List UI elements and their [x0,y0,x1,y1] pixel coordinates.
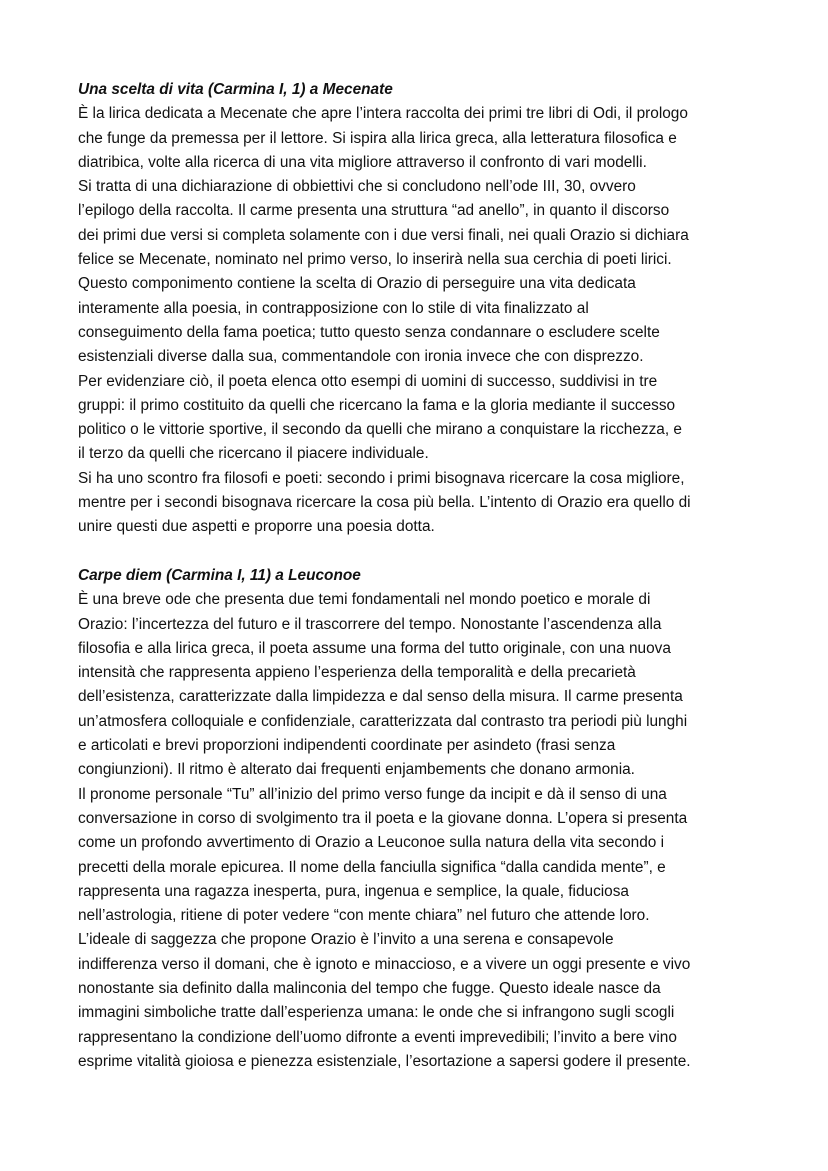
text-line: È la lirica dedicata a Mecenate che apre l’intera raccolta dei primi tre libri di Odi, il prologo [78,105,688,123]
text-line: Il pronome personale “Tu” all’inizio del primo verso funge da incipit e dà il senso di una [78,785,667,803]
section-body [78,588,758,1074]
section-title: Una scelta di vita (Carmina I, 1) a Mecenate [78,81,393,98]
text-line: nell’astrologia, ritiene di poter vedere “con mente chiara” nel futuro che attende loro. [78,907,650,925]
text-line: mentre per i secondi bisognava ricercare la cosa più bella. L’intento di Orazio era quello di [78,494,691,512]
text-line: dell’esistenza, caratterizzate dalla limpidezza e dal senso della misura. Il carme presenta [78,688,683,706]
section-body [78,102,758,539]
text-line: rappresentano la condizione dell’uomo difronte a eventi imprevedibili; l’invito a bere vino [78,1028,677,1046]
text-line: Orazio: l’incertezza del futuro e il trascorrere del tempo. Nonostante l’ascendenza alla [78,615,662,633]
text-line: Questo componimento contiene la scelta di Orazio di perseguire una vita dedicata [78,275,636,293]
text-line: felice se Mecenate, nominato nel primo verso, lo inserirà nella sua cerchia di poeti lirici. [78,251,672,269]
text-line: diatribica, volte alla ricerca di una vita migliore attraverso il confronto di vari modelli. [78,153,647,171]
text-line: Si ha uno scontro fra filosofi e poeti: secondo i primi bisognava ricercare la cosa migliore, [78,469,685,487]
text-line: conversazione in corso di svolgimento tra il poeta e la giovane donna. L’opera si presenta [78,809,688,827]
section-leuconoe [78,564,758,1074]
text-line: nonostante sia definito dalla malinconia del tempo che fugge. Questo ideale nasce da [78,979,661,997]
text-line: immagini simboliche tratte dall’esperienza umana: le onde che si infrangono sugli scogli [78,1004,675,1022]
text-line: esprime vitalità gioiosa e pienezza esistenziale, l’esortazione a sapersi godere il presente. [78,1052,691,1070]
text-line: conseguimento della fama poetica; tutto questo senza condannare o escludere scelte [78,323,660,341]
document-page [78,78,758,1074]
text-line: l’epilogo della raccolta. Il carme presenta una struttura “ad anello”, in quanto il discorso [78,202,670,220]
section-mecenate [78,78,758,540]
text-line: politico o le vittorie sportive, il secondo da quelli che mirano a conquistare la ricchezza, e [78,421,682,439]
text-line: precetti della morale epicurea. Il nome della fanciulla significa “dalla candida mente”, e [78,858,666,876]
text-line: gruppi: il primo costituito da quelli che ricercano la fama e la gloria mediante il successo [78,396,676,414]
text-line: che funge da premessa per il lettore. Si ispira alla lirica greca, alla letteratura filosofica e [78,129,677,147]
section-title: Carpe diem (Carmina I, 11) a Leuconoe [78,566,361,584]
text-line: esistenziali diverse dalla sua, commentandole con ironia invece che con disprezzo. [78,348,644,366]
text-line: L’ideale di saggezza che propone Orazio è l’invito a una serena e consapevole [78,931,614,949]
text-line: intensità che rappresenta appieno l’esperienza della temporalità e della precarietà [78,664,636,682]
text-line: Si tratta di una dichiarazione di obbiettivi che si concludono nell’ode III, 30, ovvero [78,178,636,196]
text-line: congiunzioni). Il ritmo è alterato dai frequenti enjambements che donano armonia. [78,761,635,779]
text-line: rappresenta una ragazza inesperta, pura, ingenua e semplice, la quale, fiduciosa [78,882,629,900]
text-line: interamente alla poesia, in contrapposizione con lo stile di vita finalizzato al [78,299,589,317]
text-line: indifferenza verso il domani, che è ignoto e minaccioso, e a vivere un oggi presente e vivo [78,955,691,973]
section-spacer [78,540,758,564]
text-line: un’atmosfera colloquiale e confidenziale, caratterizzata dal contrasto tra periodi più lunghi [78,712,688,730]
text-line: unire questi due aspetti e proporre una poesia dotta. [78,518,435,536]
text-line: È una breve ode che presenta due temi fondamentali nel mondo poetico e morale di [78,591,651,609]
text-line: dei primi due versi si completa solamente con i due versi finali, nei quali Orazio si dichiara [78,226,689,244]
text-line: il terzo da quelli che ricercano il piacere individuale. [78,445,429,463]
text-line: Per evidenziare ciò, il poeta elenca otto esempi di uomini di successo, suddivisi in tre [78,372,658,390]
text-line: come un profondo avvertimento di Orazio a Leuconoe sulla natura della vita secondo i [78,834,665,852]
text-line: filosofia e alla lirica greca, il poeta assume una forma del tutto originale, con una nuova [78,639,671,657]
text-line: e articolati e brevi proporzioni indipendenti coordinate per asindeto (frasi senza [78,737,616,755]
